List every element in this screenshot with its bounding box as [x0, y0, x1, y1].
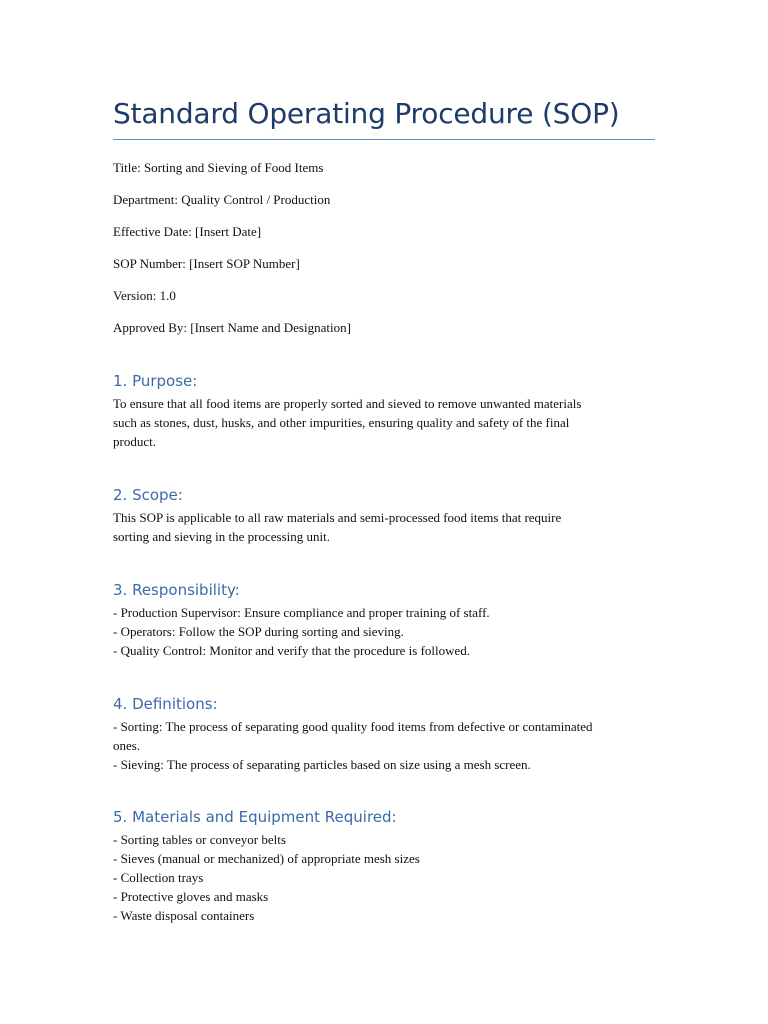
list-item: - Protective gloves and masks	[113, 889, 269, 904]
paragraph-line: sorting and sieving in the processing unit.	[113, 529, 331, 544]
section-scope	[113, 485, 658, 546]
list-item: - Sorting: The process of separating good quality food items from defective or contaminated	[113, 719, 593, 734]
section-heading: 2. Scope:	[113, 486, 183, 504]
section-materials	[113, 807, 658, 925]
paragraph-line: This SOP is applicable to all raw materials and semi-processed food items that require	[113, 510, 562, 525]
title-underline-divider	[113, 139, 655, 140]
paragraph-line: product.	[113, 434, 156, 449]
section-heading: 5. Materials and Equipment Required:	[113, 808, 397, 826]
meta-version: Version: 1.0	[113, 288, 176, 303]
section-heading: 4. Definitions:	[113, 695, 218, 713]
section-heading: 3. Responsibility:	[113, 581, 240, 599]
meta-approved-by: Approved By: [Insert Name and Designation]	[113, 320, 351, 335]
list-item: ones.	[113, 738, 141, 753]
list-item: - Waste disposal containers	[113, 908, 255, 923]
list-item: - Sorting tables or conveyor belts	[113, 832, 286, 847]
meta-sop-number: SOP Number: [Insert SOP Number]	[113, 256, 300, 271]
meta-title: Title: Sorting and Sieving of Food Items	[113, 160, 324, 175]
meta-department: Department: Quality Control / Production	[113, 192, 331, 207]
list-item: - Sieves (manual or mechanized) of appropriate mesh sizes	[113, 851, 420, 866]
list-item: - Operators: Follow the SOP during sorting and sieving.	[113, 624, 404, 639]
paragraph-line: such as stones, dust, husks, and other impurities, ensuring quality and safety of the final	[113, 415, 570, 430]
section-heading: 1. Purpose:	[113, 372, 198, 390]
list-item: - Sieving: The process of separating particles based on size using a mesh screen.	[113, 757, 531, 772]
section-definitions	[113, 694, 658, 774]
list-item: - Collection trays	[113, 870, 204, 885]
list-item: - Production Supervisor: Ensure compliance and proper training of staff.	[113, 605, 490, 620]
meta-effective-date: Effective Date: [Insert Date]	[113, 224, 262, 239]
section-purpose	[113, 371, 658, 451]
list-item: - Quality Control: Monitor and verify that the procedure is followed.	[113, 643, 471, 658]
page-title: Standard Operating Procedure (SOP)	[113, 97, 620, 130]
section-responsibility	[113, 580, 658, 660]
document-metadata	[113, 160, 658, 352]
paragraph-line: To ensure that all food items are properly sorted and sieved to remove unwanted materials	[113, 396, 582, 411]
